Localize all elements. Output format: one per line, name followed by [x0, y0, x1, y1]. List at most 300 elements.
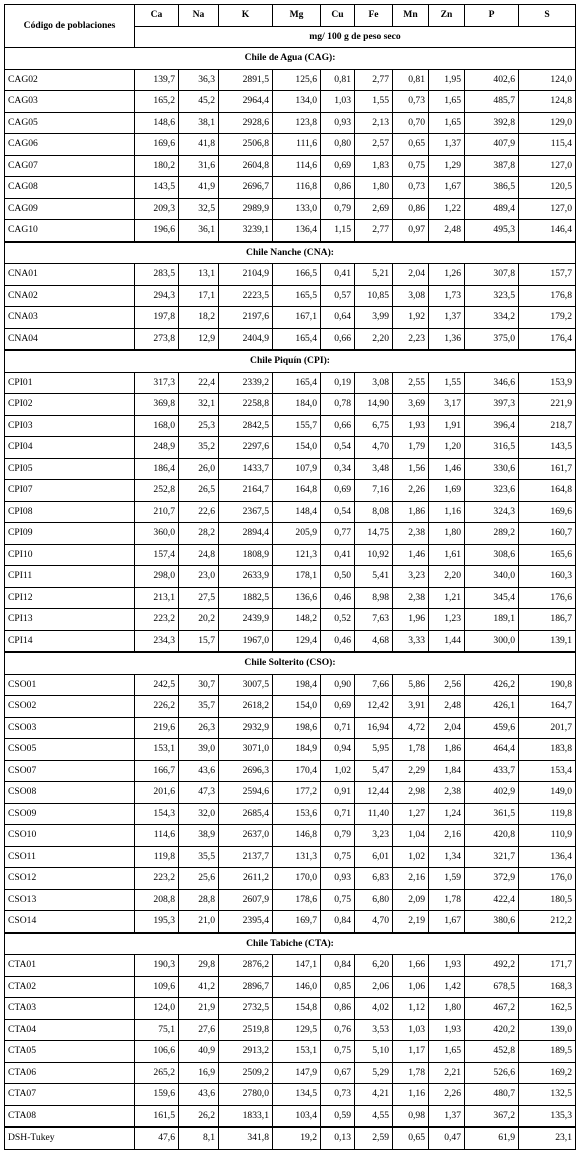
population-code-cell: CPI07 — [5, 480, 135, 502]
value-cell: 2,98 — [393, 782, 429, 804]
value-cell: 2,57 — [355, 134, 393, 156]
value-cell: 3239,1 — [219, 220, 273, 242]
value-cell: 155,7 — [273, 415, 321, 437]
value-cell: 109,6 — [135, 976, 179, 998]
value-cell: 2842,5 — [219, 415, 273, 437]
population-code-cell: CSO01 — [5, 674, 135, 696]
value-cell: 146,0 — [273, 976, 321, 998]
value-cell: 2,20 — [429, 566, 465, 588]
value-cell: 2696,7 — [219, 177, 273, 199]
value-cell: 47,3 — [179, 782, 219, 804]
value-cell: 273,8 — [135, 328, 179, 350]
value-cell: 6,75 — [355, 415, 393, 437]
value-cell: 6,80 — [355, 889, 393, 911]
value-cell: 5,47 — [355, 760, 393, 782]
value-cell: 380,6 — [465, 911, 519, 933]
column-header-ca: Ca — [135, 5, 179, 27]
value-cell: 6,83 — [355, 868, 393, 890]
value-cell: 492,2 — [465, 955, 519, 977]
value-cell: 153,6 — [273, 803, 321, 825]
table-row — [5, 739, 576, 761]
table-row — [5, 415, 576, 437]
value-cell: 15,7 — [179, 630, 219, 652]
value-cell: 115,4 — [519, 134, 576, 156]
value-cell: 154,3 — [135, 803, 179, 825]
value-cell: 1,78 — [393, 739, 429, 761]
population-code-cell: CPI02 — [5, 394, 135, 416]
column-header-mn: Mn — [393, 5, 429, 27]
value-cell: 210,7 — [135, 501, 179, 523]
value-cell: 0,78 — [321, 394, 355, 416]
group-title: Chile Tabiche (CTA): — [5, 933, 576, 955]
table-row — [5, 846, 576, 868]
value-cell: 2404,9 — [219, 328, 273, 350]
value-cell: 157,4 — [135, 544, 179, 566]
value-cell: 2964,4 — [219, 91, 273, 113]
value-cell: 0,65 — [393, 134, 429, 156]
value-cell: 0,54 — [321, 501, 355, 523]
value-cell: 23,0 — [179, 566, 219, 588]
table-row — [5, 1084, 576, 1106]
value-cell: 1,93 — [429, 955, 465, 977]
population-code-cell: CAG08 — [5, 177, 135, 199]
value-cell: 75,1 — [135, 1019, 179, 1041]
value-cell: 6,20 — [355, 955, 393, 977]
population-code-cell: CNA02 — [5, 285, 135, 307]
value-cell: 0,81 — [321, 69, 355, 91]
value-cell: 0,73 — [393, 177, 429, 199]
value-cell: 13,1 — [179, 264, 219, 286]
value-cell: 157,7 — [519, 264, 576, 286]
value-cell: 340,0 — [465, 566, 519, 588]
value-cell: 1,16 — [429, 501, 465, 523]
value-cell: 1,44 — [429, 630, 465, 652]
value-cell: 372,9 — [465, 868, 519, 890]
population-code-cell: CAG07 — [5, 155, 135, 177]
value-cell: 196,6 — [135, 220, 179, 242]
value-cell: 221,9 — [519, 394, 576, 416]
value-cell: 7,66 — [355, 674, 393, 696]
value-cell: 397,3 — [465, 394, 519, 416]
value-cell: 125,6 — [273, 69, 321, 91]
value-cell: 407,9 — [465, 134, 519, 156]
value-cell: 8,08 — [355, 501, 393, 523]
value-cell: 25,6 — [179, 868, 219, 890]
value-cell: 41,2 — [179, 976, 219, 998]
value-cell: 1,78 — [393, 1062, 429, 1084]
value-cell: 324,3 — [465, 501, 519, 523]
value-cell: 161,7 — [519, 458, 576, 480]
value-cell: 2913,2 — [219, 1041, 273, 1063]
value-cell: 0,98 — [393, 1105, 429, 1127]
value-cell: 47,6 — [135, 1127, 179, 1149]
value-cell: 168,3 — [519, 976, 576, 998]
value-cell: 17,1 — [179, 285, 219, 307]
value-cell: 136,6 — [273, 587, 321, 609]
column-header-k: K — [219, 5, 273, 27]
population-code-cell: CAG05 — [5, 112, 135, 134]
table-row — [5, 803, 576, 825]
value-cell: 159,6 — [135, 1084, 179, 1106]
value-cell: 3007,5 — [219, 674, 273, 696]
population-code-cell: CAG10 — [5, 220, 135, 242]
value-cell: 10,85 — [355, 285, 393, 307]
value-cell: 0,57 — [321, 285, 355, 307]
value-cell: 180,5 — [519, 889, 576, 911]
population-code-cell: CTA02 — [5, 976, 135, 998]
value-cell: 2,77 — [355, 69, 393, 91]
value-cell: 0,76 — [321, 1019, 355, 1041]
table-row — [5, 825, 576, 847]
value-cell: 2,56 — [429, 674, 465, 696]
value-cell: 323,5 — [465, 285, 519, 307]
value-cell: 166,5 — [273, 264, 321, 286]
value-cell: 21,0 — [179, 911, 219, 933]
table-row — [5, 998, 576, 1020]
value-cell: 1,20 — [429, 437, 465, 459]
value-cell: 119,8 — [519, 803, 576, 825]
value-cell: 36,3 — [179, 69, 219, 91]
value-cell: 1,26 — [429, 264, 465, 286]
table-row — [5, 1105, 576, 1127]
value-cell: 114,6 — [273, 155, 321, 177]
table-row — [5, 911, 576, 933]
value-cell: 1,96 — [393, 609, 429, 631]
value-cell: 111,6 — [273, 134, 321, 156]
population-code-cell: CSO08 — [5, 782, 135, 804]
value-cell: 1,22 — [429, 198, 465, 220]
value-cell: 289,2 — [465, 523, 519, 545]
table-header — [5, 5, 576, 48]
value-cell: 2,26 — [393, 480, 429, 502]
group-title: Chile Piquín (CPI): — [5, 350, 576, 372]
value-cell: 0,71 — [321, 717, 355, 739]
population-code-cell: CSO05 — [5, 739, 135, 761]
value-cell: 1,21 — [429, 587, 465, 609]
value-cell: 1,61 — [429, 544, 465, 566]
value-cell: 168,0 — [135, 415, 179, 437]
value-cell: 178,6 — [273, 889, 321, 911]
value-cell: 0,93 — [321, 868, 355, 890]
value-cell: 1,65 — [429, 91, 465, 113]
group-title: Chile de Agua (CAG): — [5, 48, 576, 70]
value-cell: 2223,5 — [219, 285, 273, 307]
table-row — [5, 760, 576, 782]
value-cell: 139,1 — [519, 630, 576, 652]
value-cell: 0,69 — [321, 480, 355, 502]
value-cell: 360,0 — [135, 523, 179, 545]
value-cell: 1,29 — [429, 155, 465, 177]
value-cell: 0,41 — [321, 264, 355, 286]
value-cell: 1,37 — [429, 307, 465, 329]
value-cell: 2633,9 — [219, 566, 273, 588]
population-code-cell: CPI05 — [5, 458, 135, 480]
value-cell: 198,4 — [273, 674, 321, 696]
value-cell: 38,1 — [179, 112, 219, 134]
value-cell: 164,8 — [273, 480, 321, 502]
value-cell: 1967,0 — [219, 630, 273, 652]
value-cell: 2,26 — [429, 1084, 465, 1106]
value-cell: 31,6 — [179, 155, 219, 177]
value-cell: 184,0 — [273, 394, 321, 416]
value-cell: 30,7 — [179, 674, 219, 696]
table-row — [5, 976, 576, 998]
value-cell: 116,8 — [273, 177, 321, 199]
value-cell: 107,9 — [273, 458, 321, 480]
value-cell: 2,20 — [355, 328, 393, 350]
value-cell: 2696,3 — [219, 760, 273, 782]
value-cell: 495,3 — [465, 220, 519, 242]
group-row — [5, 242, 576, 264]
population-code-cell: CSO10 — [5, 825, 135, 847]
population-code-cell: CPI13 — [5, 609, 135, 631]
value-cell: 32,0 — [179, 803, 219, 825]
population-code-cell: CTA08 — [5, 1105, 135, 1127]
value-cell: 1,02 — [393, 846, 429, 868]
value-cell: 1,37 — [429, 1105, 465, 1127]
value-cell: 1,16 — [393, 1084, 429, 1106]
value-cell: 0,70 — [393, 112, 429, 134]
group-row — [5, 350, 576, 372]
value-cell: 35,5 — [179, 846, 219, 868]
value-cell: 459,6 — [465, 717, 519, 739]
population-code-cell: CPI04 — [5, 437, 135, 459]
value-cell: 45,2 — [179, 91, 219, 113]
value-cell: 143,5 — [135, 177, 179, 199]
value-cell: 1433,7 — [219, 458, 273, 480]
value-cell: 148,2 — [273, 609, 321, 631]
value-cell: 180,2 — [135, 155, 179, 177]
value-cell: 2,13 — [355, 112, 393, 134]
value-cell: 148,4 — [273, 501, 321, 523]
table-row — [5, 1062, 576, 1084]
value-cell: 171,7 — [519, 955, 576, 977]
value-cell: 4,68 — [355, 630, 393, 652]
value-cell: 323,6 — [465, 480, 519, 502]
value-cell: 2,38 — [393, 587, 429, 609]
value-cell: 2137,7 — [219, 846, 273, 868]
population-code-cell: CNA03 — [5, 307, 135, 329]
value-cell: 4,55 — [355, 1105, 393, 1127]
value-cell: 127,0 — [519, 198, 576, 220]
table-row — [5, 566, 576, 588]
value-cell: 120,5 — [519, 177, 576, 199]
column-header-s: S — [519, 5, 576, 27]
value-cell: 3,08 — [393, 285, 429, 307]
value-cell: 169,2 — [519, 1062, 576, 1084]
value-cell: 265,2 — [135, 1062, 179, 1084]
table-row — [5, 69, 576, 91]
value-cell: 308,6 — [465, 544, 519, 566]
value-cell: 6,01 — [355, 846, 393, 868]
value-cell: 4,72 — [393, 717, 429, 739]
value-cell: 27,6 — [179, 1019, 219, 1041]
value-cell: 164,8 — [519, 480, 576, 502]
value-cell: 2197,6 — [219, 307, 273, 329]
value-cell: 0,69 — [321, 155, 355, 177]
value-cell: 0,64 — [321, 307, 355, 329]
value-cell: 1,95 — [429, 69, 465, 91]
population-code-cell: CNA01 — [5, 264, 135, 286]
value-cell: 2932,9 — [219, 717, 273, 739]
value-cell: 0,81 — [393, 69, 429, 91]
value-cell: 1,36 — [429, 328, 465, 350]
column-header-p: P — [465, 5, 519, 27]
value-cell: 43,6 — [179, 760, 219, 782]
value-cell: 189,1 — [465, 609, 519, 631]
value-cell: 134,0 — [273, 91, 321, 113]
value-cell: 26,0 — [179, 458, 219, 480]
table-row — [5, 307, 576, 329]
value-cell: 176,4 — [519, 328, 576, 350]
value-cell: 1,78 — [429, 889, 465, 911]
value-cell: 18,2 — [179, 307, 219, 329]
value-cell: 1,59 — [429, 868, 465, 890]
value-cell: 387,8 — [465, 155, 519, 177]
value-cell: 2,16 — [393, 868, 429, 890]
value-cell: 129,0 — [519, 112, 576, 134]
value-cell: 2894,4 — [219, 523, 273, 545]
value-cell: 12,42 — [355, 696, 393, 718]
table-row — [5, 587, 576, 609]
value-cell: 201,6 — [135, 782, 179, 804]
value-cell: 3,33 — [393, 630, 429, 652]
value-cell: 0,75 — [321, 1041, 355, 1063]
value-cell: 2,77 — [355, 220, 393, 242]
value-cell: 223,2 — [135, 868, 179, 890]
value-cell: 198,6 — [273, 717, 321, 739]
value-cell: 0,86 — [321, 998, 355, 1020]
value-cell: 0,34 — [321, 458, 355, 480]
value-cell: 36,1 — [179, 220, 219, 242]
value-cell: 179,2 — [519, 307, 576, 329]
value-cell: 27,5 — [179, 587, 219, 609]
value-cell: 1,93 — [393, 415, 429, 437]
value-cell: 1,93 — [429, 1019, 465, 1041]
value-cell: 242,5 — [135, 674, 179, 696]
value-cell: 1,80 — [429, 998, 465, 1020]
value-cell: 5,29 — [355, 1062, 393, 1084]
value-cell: 2928,6 — [219, 112, 273, 134]
value-cell: 43,6 — [179, 1084, 219, 1106]
population-code-cell: CSO14 — [5, 911, 135, 933]
value-cell: 2891,5 — [219, 69, 273, 91]
value-cell: 190,8 — [519, 674, 576, 696]
value-cell: 2519,8 — [219, 1019, 273, 1041]
value-cell: 402,6 — [465, 69, 519, 91]
value-cell: 2258,8 — [219, 394, 273, 416]
population-code-cell: CSO03 — [5, 717, 135, 739]
value-cell: 316,5 — [465, 437, 519, 459]
value-cell: 123,8 — [273, 112, 321, 134]
value-cell: 143,5 — [519, 437, 576, 459]
value-cell: 2732,5 — [219, 998, 273, 1020]
value-cell: 2607,9 — [219, 889, 273, 911]
value-cell: 161,5 — [135, 1105, 179, 1127]
value-cell: 1,17 — [393, 1041, 429, 1063]
value-cell: 0,75 — [321, 846, 355, 868]
value-cell: 1,65 — [429, 1041, 465, 1063]
value-cell: 41,9 — [179, 177, 219, 199]
value-cell: 396,4 — [465, 415, 519, 437]
value-cell: 129,4 — [273, 630, 321, 652]
value-cell: 32,5 — [179, 198, 219, 220]
value-cell: 0,79 — [321, 198, 355, 220]
value-cell: 1,67 — [429, 177, 465, 199]
value-cell: 23,1 — [519, 1127, 576, 1149]
value-cell: 0,52 — [321, 609, 355, 631]
table-row — [5, 198, 576, 220]
value-cell: 32,1 — [179, 394, 219, 416]
value-cell: 5,86 — [393, 674, 429, 696]
value-cell: 212,2 — [519, 911, 576, 933]
table-row — [5, 480, 576, 502]
value-cell: 422,4 — [465, 889, 519, 911]
value-cell: 2876,2 — [219, 955, 273, 977]
value-cell: 16,94 — [355, 717, 393, 739]
table-row — [5, 372, 576, 394]
value-cell: 103,4 — [273, 1105, 321, 1127]
value-cell: 139,7 — [135, 69, 179, 91]
value-cell: 7,63 — [355, 609, 393, 631]
value-cell: 164,7 — [519, 696, 576, 718]
group-row — [5, 933, 576, 955]
value-cell: 1,02 — [321, 760, 355, 782]
table-row — [5, 1019, 576, 1041]
population-code-cell: CPI08 — [5, 501, 135, 523]
column-header-fe: Fe — [355, 5, 393, 27]
value-cell: 3,69 — [393, 394, 429, 416]
value-cell: 12,9 — [179, 328, 219, 350]
value-cell: 183,8 — [519, 739, 576, 761]
value-cell: 11,40 — [355, 803, 393, 825]
value-cell: 2367,5 — [219, 501, 273, 523]
value-cell: 489,4 — [465, 198, 519, 220]
value-cell: 252,8 — [135, 480, 179, 502]
value-cell: 367,2 — [465, 1105, 519, 1127]
value-cell: 0,91 — [321, 782, 355, 804]
value-cell: 154,0 — [273, 696, 321, 718]
value-cell: 209,3 — [135, 198, 179, 220]
value-cell: 2594,6 — [219, 782, 273, 804]
value-cell: 2509,2 — [219, 1062, 273, 1084]
value-cell: 480,7 — [465, 1084, 519, 1106]
value-cell: 2,29 — [393, 760, 429, 782]
value-cell: 129,5 — [273, 1019, 321, 1041]
value-cell: 2,16 — [429, 825, 465, 847]
value-cell: 346,6 — [465, 372, 519, 394]
value-cell: 0,13 — [321, 1127, 355, 1149]
table-row — [5, 437, 576, 459]
value-cell: 176,0 — [519, 868, 576, 890]
value-cell: 0,84 — [321, 955, 355, 977]
value-cell: 464,4 — [465, 739, 519, 761]
table-row — [5, 717, 576, 739]
value-cell: 2,09 — [393, 889, 429, 911]
value-cell: 2506,8 — [219, 134, 273, 156]
value-cell: 2611,2 — [219, 868, 273, 890]
value-cell: 14,90 — [355, 394, 393, 416]
value-cell: 184,9 — [273, 739, 321, 761]
value-cell: 12,44 — [355, 782, 393, 804]
value-cell: 2,69 — [355, 198, 393, 220]
population-code-cell: CSO09 — [5, 803, 135, 825]
value-cell: 0,69 — [321, 696, 355, 718]
value-cell: 148,6 — [135, 112, 179, 134]
value-cell: 2,55 — [393, 372, 429, 394]
value-cell: 205,9 — [273, 523, 321, 545]
value-cell: 420,8 — [465, 825, 519, 847]
